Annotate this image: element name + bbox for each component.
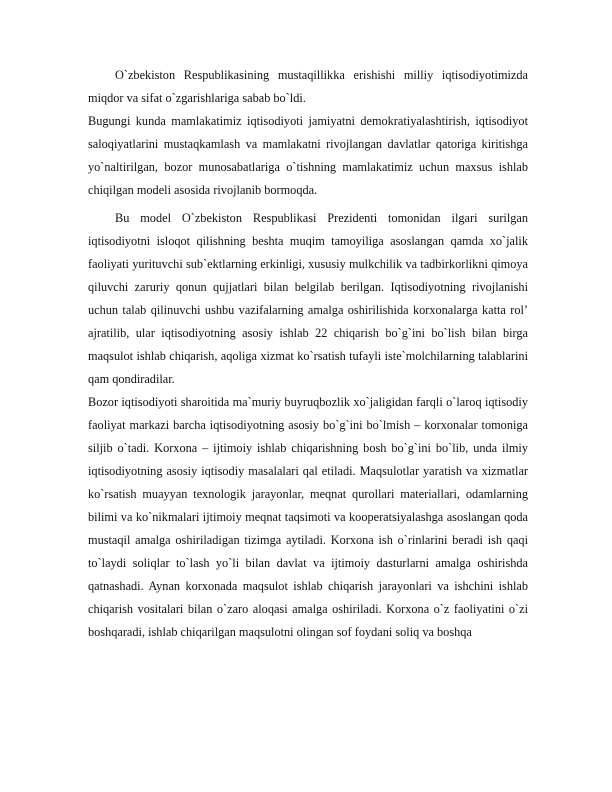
paragraph-independence: O`zbekiston Respublikasining mustaqillikka erishishi milliy iqtisodiyotimizda miqdor va sifat o`zgarishlariga sabab bo`ldi. [88,68,528,105]
paragraph-model: Bu model O`zbekiston Respublikasi Prezidenti tomonidan ilgari surilgan iqtisodiyotni isloqot qilishning beshta muqim tamoyiliga asoslangan qamda xo`jalik faoliyati yurituvchi sub`ektlarning erkinligi, xususiy mulkchilik va tadbirkorlikni qimoya qiluvchi zaruriy qonun qujjatlari bilan belgilab berilgan. Iqtisodiyotning rivojlanishi uchun talab qilinuvchi ushbu vazifalarning amalga oshirilishida korxonalarga katta rol’ ajratilib, ular iqtisodiyotning asosiy ishlab 22 chiqarish bo`g`ini bo`lish bilan birga maqsulot ishlab chiqarish, aqoliga xizmat ko`rsatish tufayli iste`molchilarning talablarini qam qondiradilar. [88,211,528,386]
paragraph-market-economy: Bozor iqtisodiyoti sharoitida ma`muriy buyruqbozlik xo`jaligidan farqli o`laroq iqtisodiy faoliyat markazi barcha iqtisodiyotning asosiy bo`g`ini bo`lmish – korxonalar tomoniga siljib o`tadi. Korxona – ijtimoiy ishlab chiqarishning bosh bo`g`ini bo`lib, unda ilmiy iqtisodiyotning asosiy iqtisodiy masalalari qal etiladi. Maqsulotlar yaratish va xizmatlar ko`rsatish muayyan texnologik jarayonlar, meqnat qurollari materiallari, odamlarning bilimi va ko`nikmalari ijtimoiy meqnat taqsimoti va kooperatsiyalashga asoslangan qoda mustaqil amalga oshiriladigan tizimga aytiladi. Korxona ish o`rinlarini beradi ish qaqi to`laydi soliqlar to`lash yo`li bilan davlat va ijtimoiy dasturlarni amalga oshirishda qatnashadi. Aynan korxonada maqsulot ishlab chiqarish jarayonlari va ishchini ishlab chiqarish vositalari bilan o`zaro aloqasi amalga oshiriladi. Korxona o`z faoliyatini o`zi boshqaradi, ishlab chiqarilgan maqsulotni olingan sof foydani soliq va boshqa [88,395,528,639]
paragraph-economy-today: Bugungi kunda mamlakatimiz iqtisodiyoti jamiyatni demokratiyalashtirish, iqtisodiyot saloqiyatlarini mustaqkamlash va mamlakatni rivojlangan davlatlar qatoriga kiritishga yo`naltirilgan, bozor munosabatlariga o`tishning mamlakatimiz uchun maxsus ishlab chiqilgan modeli asosida rivojlanib bormoqda. [88,114,528,197]
document-body [88,64,528,644]
